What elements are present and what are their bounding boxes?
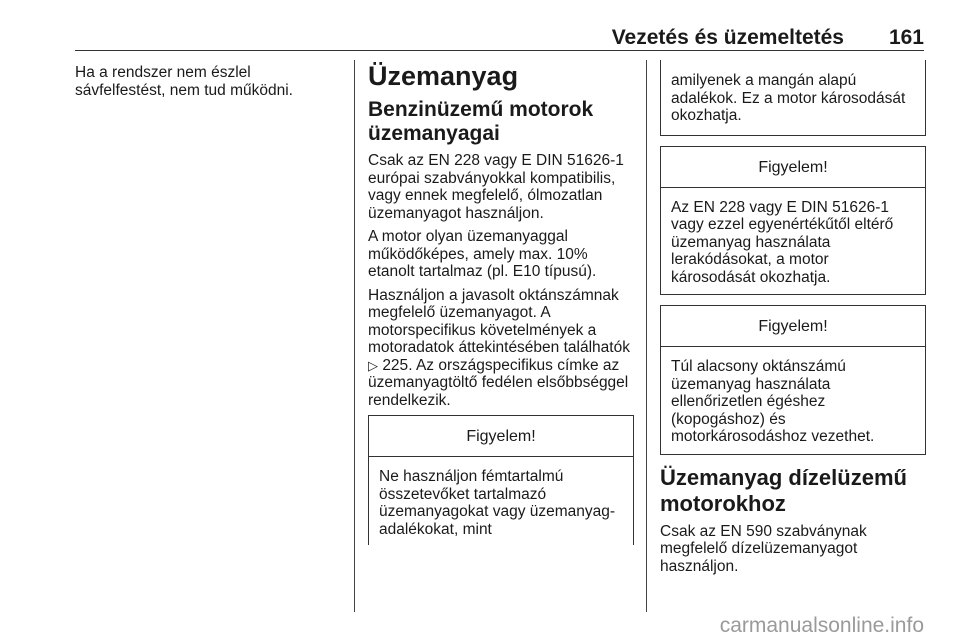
- warning3-title: Figyelem!: [661, 306, 925, 347]
- warning-body: Ne használjon fémtartalmú összetevőket tartalmazó üzemanyagokat vagy üzemanyag-adalékokat, mint: [379, 468, 616, 538]
- octane-text-a: Használjon a javasolt oktánszámnak megfelelő üzemanyagot. A motorspecifikus követelmények a motoradatok áttekintésében találhatók: [368, 286, 630, 356]
- column-divider-2: [646, 60, 647, 612]
- paragraph-octane: [368, 287, 634, 410]
- header-title: Vezetés és üzemeltetés: [611, 26, 844, 49]
- warning2-title: Figyelem!: [661, 147, 925, 188]
- intro-paragraph: Ha a rendszer nem észlel sávfelfestést, nem tud működni.: [75, 64, 293, 99]
- column-1: [75, 64, 345, 105]
- paragraph-ethanol: A motor olyan üzemanyaggal működőképes, amely max. 10% etanolt tartalmaz (pl. E10 típusú).: [368, 228, 597, 280]
- page-number: 161: [888, 26, 924, 49]
- warning-box-octane: [660, 305, 926, 455]
- section-heading-diesel: Üzemanyag dízelüzemű motorokhoz: [660, 464, 907, 516]
- warning2-body: Az EN 228 vagy E DIN 51626-1 vagy ezzel egyenértékűtől eltérő üzemanyag használata lerakódásokat, a motor károsodását okozhatja.: [671, 198, 894, 286]
- paragraph-standards: Csak az EN 228 vagy E DIN 51626-1 európai szabványokkal kompatibilis, vagy ennek megfelelő, ólmozatlan üzemanyagot használjon.: [368, 152, 624, 222]
- warning-title: Figyelem!: [369, 416, 633, 457]
- page-reference-icon: ▷: [368, 357, 378, 373]
- warning-box-metal-additives: [368, 415, 634, 545]
- paragraph-diesel: Csak az EN 590 szabványnak megfelelő dízelüzemanyagot használjon.: [660, 522, 867, 575]
- subheading-petrol-fuel: Benzinüzemű motorok üzemanyagai: [368, 98, 594, 145]
- column-2: [368, 60, 634, 545]
- page-header: [75, 22, 924, 52]
- column-3: [660, 60, 926, 581]
- section-heading-fuel: Üzemanyag: [368, 61, 519, 91]
- octane-text-b: . Az országspecifikus címke az üzemanyagtöltő fedélen elsőbbséggel rendelkezik.: [368, 356, 629, 409]
- page-reference-link[interactable]: 225: [382, 356, 409, 374]
- warning3-body: Túl alacsony oktánszámú üzemanyag használata ellenőrizetlen égéshez (kopogáshoz) és motorkárosodáshoz vezethet.: [671, 358, 875, 445]
- column-divider-1: [354, 60, 355, 612]
- watermark: carmanualsonline.info: [719, 614, 924, 637]
- warning-box-continued: [660, 60, 926, 136]
- warning-box-standards: [660, 146, 926, 296]
- header-rule: [75, 50, 924, 51]
- warning-continued-text: amilyenek a mangán alapú adalékok. Ez a motor károsodását okozhatja.: [671, 72, 906, 124]
